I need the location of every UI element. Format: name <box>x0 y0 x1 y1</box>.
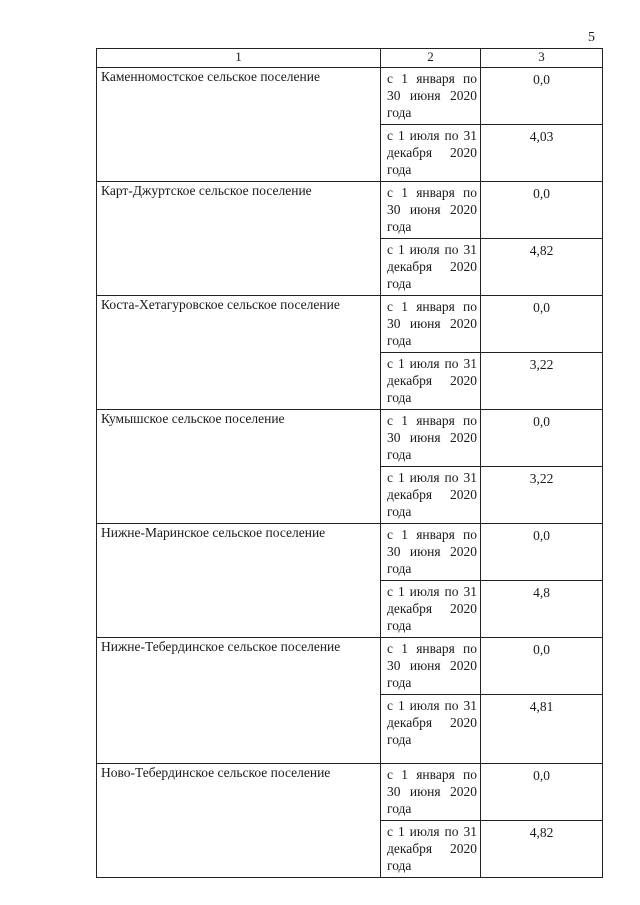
period-line: с 1 января по <box>387 185 477 200</box>
period-line: года <box>387 105 412 120</box>
rate-first-half: 0,0 <box>481 764 603 821</box>
rate-first-half: 0,0 <box>481 68 603 125</box>
period-line: 30 июня 2020 <box>387 658 477 673</box>
period-second-half <box>381 353 481 410</box>
period-first-half <box>381 182 481 239</box>
table-header-row <box>97 49 603 68</box>
period-line: 30 июня 2020 <box>387 202 477 217</box>
settlement-name: Ново-Тебердинское сельское поселение <box>97 764 381 878</box>
period-first-half <box>381 764 481 821</box>
period-line: с 1 июля по 31 <box>387 824 477 839</box>
tax-rate-table <box>96 48 603 878</box>
period-line: с 1 января по <box>387 641 477 656</box>
period-line: года <box>387 390 412 405</box>
period-line: с 1 июля по 31 <box>387 356 477 371</box>
table-row <box>97 638 603 695</box>
period-line: декабря 2020 <box>387 841 477 856</box>
period-line: декабря 2020 <box>387 259 477 274</box>
period-second-half <box>381 581 481 638</box>
rate-second-half: 4,82 <box>481 821 603 878</box>
rate-second-half: 3,22 <box>481 467 603 524</box>
period-line: с 1 июля по 31 <box>387 584 477 599</box>
period-line: с 1 июля по 31 <box>387 128 477 143</box>
settlement-name: Нижне-Маринское сельское поселение <box>97 524 381 638</box>
period-line: с 1 января по <box>387 527 477 542</box>
period-line: декабря 2020 <box>387 373 477 388</box>
period-second-half <box>381 125 481 182</box>
period-line: 30 июня 2020 <box>387 316 477 331</box>
period-line: года <box>387 561 412 576</box>
period-line: с 1 июля по 31 <box>387 698 477 713</box>
table-row <box>97 524 603 581</box>
period-first-half <box>381 68 481 125</box>
settlement-name: Кумышское сельское поселение <box>97 410 381 524</box>
column-header-3: 3 <box>481 49 603 68</box>
period-line: года <box>387 504 412 519</box>
rate-second-half: 4,81 <box>481 695 603 764</box>
table-row <box>97 182 603 239</box>
rate-second-half: 4,8 <box>481 581 603 638</box>
period-line: года <box>387 162 412 177</box>
period-line: года <box>387 276 412 291</box>
period-line: года <box>387 732 412 747</box>
settlement-name: Коста-Хетагуровское сельское поселение <box>97 296 381 410</box>
rate-second-half: 3,22 <box>481 353 603 410</box>
settlement-name: Нижне-Тебердинское сельское поселение <box>97 638 381 764</box>
period-second-half <box>381 467 481 524</box>
period-line: с 1 января по <box>387 71 477 86</box>
period-first-half <box>381 524 481 581</box>
period-second-half <box>381 239 481 296</box>
period-line: декабря 2020 <box>387 487 477 502</box>
table-row <box>97 68 603 125</box>
period-line: с 1 января по <box>387 299 477 314</box>
settlement-name: Каменномостское сельское поселение <box>97 68 381 182</box>
period-first-half <box>381 296 481 353</box>
rate-first-half: 0,0 <box>481 524 603 581</box>
period-line: с 1 января по <box>387 413 477 428</box>
period-line: 30 июня 2020 <box>387 430 477 445</box>
rate-first-half: 0,0 <box>481 410 603 467</box>
column-header-2: 2 <box>381 49 481 68</box>
period-line: с 1 июля по 31 <box>387 242 477 257</box>
rate-first-half: 0,0 <box>481 638 603 695</box>
period-line: декабря 2020 <box>387 601 477 616</box>
page-number: 5 <box>588 30 595 45</box>
period-line: с 1 июля по 31 <box>387 470 477 485</box>
period-line: года <box>387 618 412 633</box>
table-row <box>97 296 603 353</box>
period-line: года <box>387 858 412 873</box>
period-line: 30 июня 2020 <box>387 88 477 103</box>
period-line: года <box>387 801 412 816</box>
rate-second-half: 4,03 <box>481 125 603 182</box>
period-line: с 1 января по <box>387 767 477 782</box>
period-line: года <box>387 219 412 234</box>
rate-first-half: 0,0 <box>481 182 603 239</box>
period-line: декабря 2020 <box>387 145 477 160</box>
period-first-half <box>381 410 481 467</box>
rate-second-half: 4,82 <box>481 239 603 296</box>
period-line: 30 июня 2020 <box>387 544 477 559</box>
table-row <box>97 410 603 467</box>
column-header-1: 1 <box>97 49 381 68</box>
settlement-name: Карт-Джуртское сельское поселение <box>97 182 381 296</box>
table-row <box>97 764 603 821</box>
period-line: 30 июня 2020 <box>387 784 477 799</box>
period-line: года <box>387 447 412 462</box>
period-first-half <box>381 638 481 695</box>
period-line: декабря 2020 <box>387 715 477 730</box>
period-second-half <box>381 821 481 878</box>
period-line: года <box>387 675 412 690</box>
rate-first-half: 0,0 <box>481 296 603 353</box>
period-second-half <box>381 695 481 764</box>
period-line: года <box>387 333 412 348</box>
